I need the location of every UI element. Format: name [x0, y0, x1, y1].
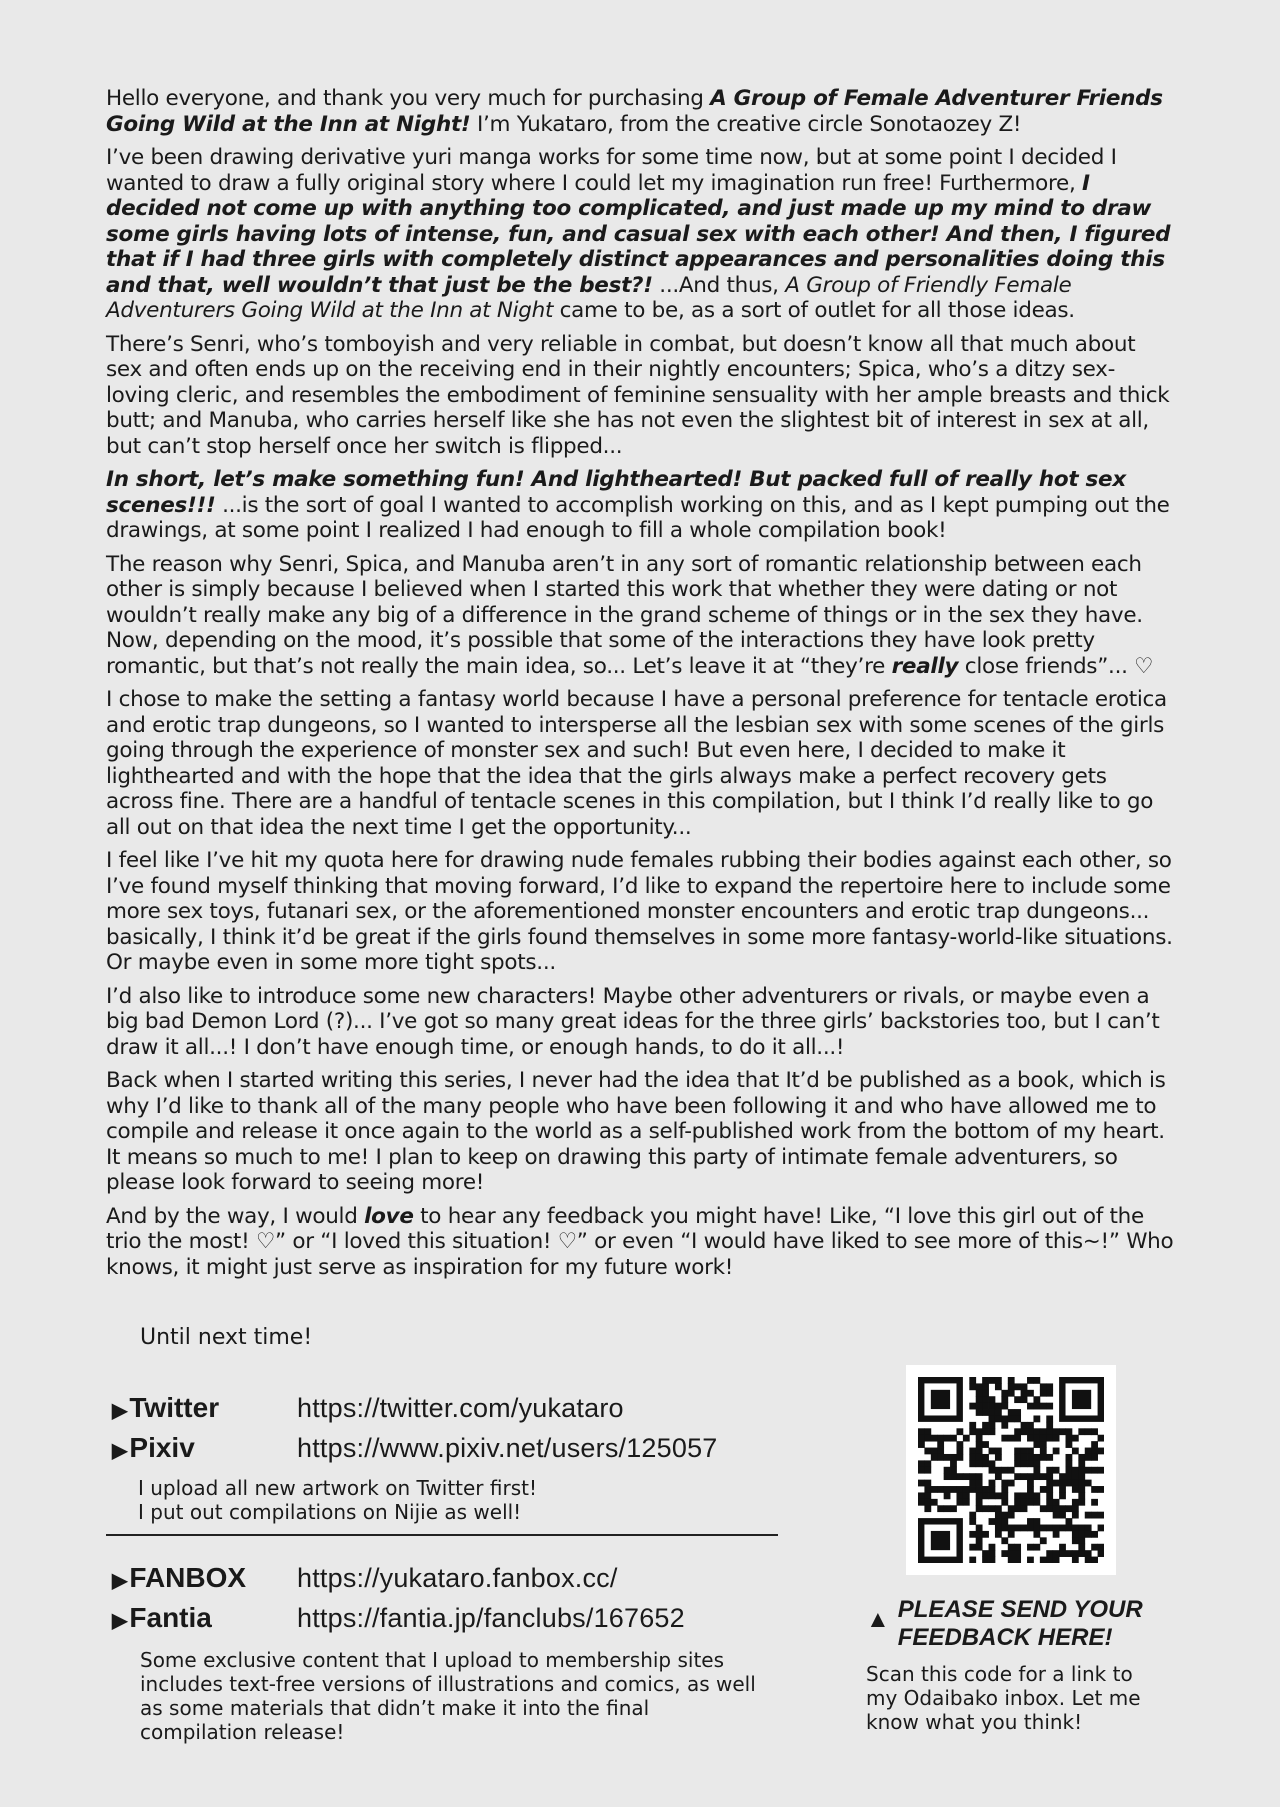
paragraph-1 — [106, 86, 1174, 137]
note-line: I put out compilations on Nijie as well! — [138, 1500, 522, 1524]
paragraph-5 — [106, 552, 1174, 680]
link-label — [112, 1602, 297, 1634]
paragraph-9: Back when I started writing this series, I never had the idea that It’d be published as a book, which is why I’d like to thank all of the many people who have been following it and who have allowed me to compile and release it once again to the world as a self-published work from the bottom of my heart. It means so much to me! I plan to keep on drawing this party of intimate female adventurers, so please look forward to seeing more! — [106, 1068, 1166, 1195]
membership-links — [112, 1562, 792, 1744]
paragraph-7: I feel like I’ve hit my quota here for drawing nude females rubbing their bodies against each other, so I’ve found myself thinking that moving forward, I’d like to expand the repertoire here to include some more sex toys, futanari sex, or the aforementioned monster encounters and erotic trap dungeons... basically, I think it’d be great if the girls found themselves in some more fantasy-world-like situations. Or maybe even in some more tight spots... — [106, 848, 1173, 975]
arrow-icon: ▶ — [112, 1400, 128, 1422]
social-links — [112, 1392, 792, 1524]
section-divider — [106, 1534, 778, 1536]
twitter-link[interactable]: https://twitter.com/yukataro — [297, 1393, 624, 1423]
arrow-icon: ▶ — [112, 1610, 128, 1632]
paragraph-2 — [106, 145, 1174, 324]
qr-code-icon — [918, 1377, 1104, 1563]
link-row-fanbox — [112, 1562, 792, 1602]
link-name: Pixiv — [129, 1432, 195, 1463]
link-name: Fantia — [129, 1602, 212, 1633]
text-span: close friends”... ♡ — [958, 653, 1154, 679]
feedback-title — [866, 1596, 1186, 1652]
triangle-up-icon: ▲ — [866, 1606, 890, 1633]
text-span: I’ve been drawing derivative yuri manga works for some time now, but at some point I decided I wanted to draw a fully original story where I could let my imagination run free! Furthermore, — [106, 145, 1117, 196]
text-span: came to be, as a sort of outlet for all those ideas. — [553, 298, 1075, 323]
link-row-fantia — [112, 1602, 792, 1642]
pixiv-link[interactable]: https://www.pixiv.net/users/125057 — [297, 1433, 718, 1463]
text-span: And by the way, I would — [106, 1203, 365, 1229]
membership-note: Some exclusive content that I upload to membership sites includes text-free versions of illustrations and comics, as well as some materials that didn’t make it into the final compilation release! — [140, 1648, 756, 1744]
paragraph-3: There’s Senri, who’s tomboyish and very reliable in combat, but doesn’t know all that much about sex and often ends up on the receiving end in their nightly encounters; Spica, who’s a ditzy sex-loving cleric, and resembles the embodiment of feminine sensuality with her ample breasts and thick butt; and Manuba, who carries herself like she has not even the slightest bit of interest in sex at all, but can’t stop herself once her switch is flipped... — [106, 331, 1170, 459]
text-span: The reason why Senri, Spica, and Manuba aren’t in any sort of romantic relationship between each other is simply because I believed when I started this work that whether they were dating or not wouldn’t really make any big of a difference in the grand scheme of things or in the sex they have. Now, depending on the mood, it’s possible that some of the interactions they have look pretty romantic, but that’s not really the main idea, so... Let’s leave it at “they’re — [106, 551, 1143, 679]
emphasis-text: love — [364, 1203, 414, 1229]
book-title: A Group of Female Adventurer Friends Going Wild at the Inn at Night! — [106, 86, 1163, 137]
arrow-icon: ▶ — [112, 1570, 128, 1592]
afterword-text — [106, 86, 1174, 1288]
paragraph-8: I’d also like to introduce some new characters! Maybe other adventurers or rivals, or maybe even a big bad Demon Lord (?)... I’ve got so many great ideas for the three girls’ backstories too, but I can’t draw it all...! I don’t have enough time, or enough hands, to do it all...! — [106, 983, 1160, 1060]
link-name: Twitter — [129, 1392, 220, 1423]
text-span: ...is the sort of goal I wanted to accomplish working on this, and as I kept pumping out the drawings, at some point I realized I had enough to fill a whole compilation book! — [106, 492, 1170, 543]
fanbox-link[interactable]: https://yukataro.fanbox.cc/ — [297, 1563, 618, 1593]
emphasis-text: I decided not come up with anything too complicated, and just made up my mind to draw some girls having lots of intense, fun, and casual sex with each other! And then, I figured that if I had three girls with completely distinct appearances and personalities doing this and that, well wouldn’t that just be the best?! — [106, 170, 1171, 298]
link-name: FANBOX — [129, 1562, 247, 1593]
text-span: Hello everyone, and thank you very much for purchasing — [106, 86, 711, 111]
fantia-link[interactable]: https://fantia.jp/fanclubs/167652 — [297, 1603, 685, 1633]
text-span: I’m Yukataro, from the creative circle Sonotaozey Z! — [470, 111, 1022, 137]
feedback-section — [866, 1596, 1186, 1734]
link-label — [112, 1562, 297, 1594]
note-line: I upload all new artwork on Twitter first! — [138, 1476, 537, 1500]
paragraph-6: I chose to make the setting a fantasy world because I have a personal preference for tentacle erotica and erotic trap dungeons, so I wanted to intersperse all the lesbian sex with some scenes of the girls going through the experience of monster sex and such! But even here, I decided to make it lighthearted and with the hope that the idea that the girls always make a perfect recovery gets across fine. There are a handful of tentacle scenes in this compilation, but I think I’d really like to go all out on that idea the next time I get the opportunity... — [106, 687, 1167, 840]
link-label — [112, 1392, 297, 1424]
link-row-twitter — [112, 1392, 792, 1432]
text-span: to hear any feedback you might have! Like, “I love this girl out of the trio the most! ♡” or “I loved this situation! ♡” or even “I would have liked to see more of this~!” Who knows, it might just serve as inspiration for my future work! — [106, 1203, 1174, 1280]
feedback-heading: PLEASE SEND YOUR FEEDBACK HERE! — [897, 1596, 1143, 1651]
feedback-description: Scan this code for a link to my Odaibako inbox. Let me know what you think! — [866, 1662, 1141, 1734]
emphasis-text: In short, let’s make something fun! And lighthearted! But packed full of really hot sex scenes!!! — [106, 467, 1126, 518]
qr-code[interactable] — [906, 1365, 1116, 1575]
book-title: A Group of Friendly Female Adventurers Going Wild at the Inn at Night — [106, 272, 1072, 323]
link-row-pixiv — [112, 1432, 792, 1472]
emphasis-text: really — [891, 653, 959, 679]
link-label — [112, 1432, 297, 1464]
social-note — [138, 1476, 792, 1524]
paragraph-10 — [106, 1204, 1174, 1281]
arrow-icon: ▶ — [112, 1440, 128, 1462]
paragraph-4 — [106, 467, 1174, 544]
closing-line: Until next time! — [140, 1325, 313, 1350]
text-span: ...And thus, — [652, 272, 786, 298]
